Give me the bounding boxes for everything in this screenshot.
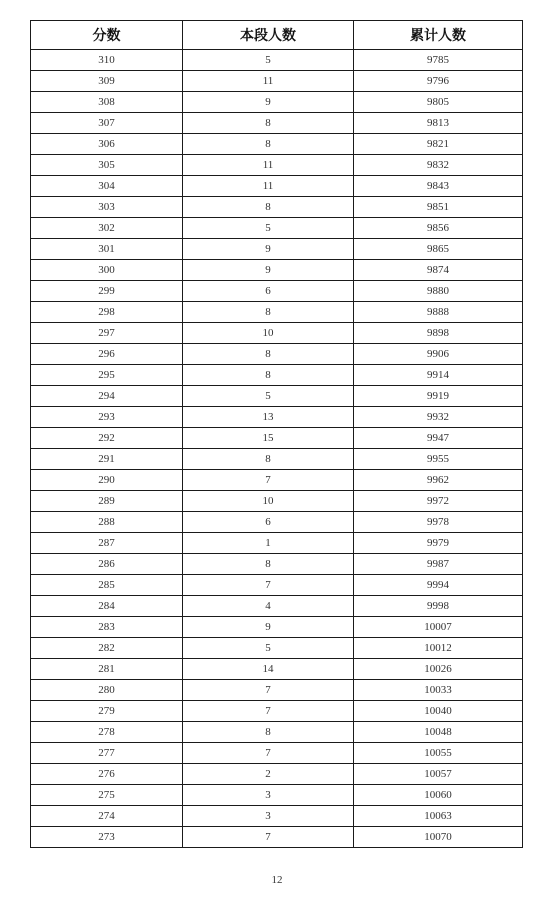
- cell-segment-count: 5: [183, 638, 354, 659]
- cell-score: 305: [31, 155, 183, 176]
- table-row: [31, 785, 523, 806]
- table-row: [31, 449, 523, 470]
- cell-cumulative-count: 10026: [354, 659, 523, 680]
- table-row: [31, 617, 523, 638]
- cell-score: 304: [31, 176, 183, 197]
- cell-score: 298: [31, 302, 183, 323]
- table-row: [31, 428, 523, 449]
- cell-score: 280: [31, 680, 183, 701]
- cell-segment-count: 1: [183, 533, 354, 554]
- cell-cumulative-count: 9843: [354, 176, 523, 197]
- cell-cumulative-count: 10060: [354, 785, 523, 806]
- table-row: [31, 491, 523, 512]
- cell-cumulative-count: 9805: [354, 92, 523, 113]
- cell-segment-count: 2: [183, 764, 354, 785]
- table-row: [31, 554, 523, 575]
- cell-score: 289: [31, 491, 183, 512]
- page-number: 12: [271, 874, 283, 886]
- cell-score: 308: [31, 92, 183, 113]
- cell-cumulative-count: 9955: [354, 449, 523, 470]
- cell-segment-count: 8: [183, 113, 354, 134]
- cell-score: 284: [31, 596, 183, 617]
- cell-score: 290: [31, 470, 183, 491]
- cell-cumulative-count: 10057: [354, 764, 523, 785]
- cell-score: 295: [31, 365, 183, 386]
- cell-score: 287: [31, 533, 183, 554]
- cell-cumulative-count: 9978: [354, 512, 523, 533]
- cell-segment-count: 5: [183, 50, 354, 71]
- cell-cumulative-count: 10012: [354, 638, 523, 659]
- header-segment-count: 本段人数: [183, 21, 354, 50]
- cell-segment-count: 8: [183, 365, 354, 386]
- cell-cumulative-count: 9914: [354, 365, 523, 386]
- table-row: [31, 596, 523, 617]
- table-row: [31, 806, 523, 827]
- cell-score: 297: [31, 323, 183, 344]
- cell-score: 309: [31, 71, 183, 92]
- cell-cumulative-count: 9813: [354, 113, 523, 134]
- cell-score: 273: [31, 827, 183, 848]
- cell-segment-count: 8: [183, 554, 354, 575]
- cell-cumulative-count: 10007: [354, 617, 523, 638]
- cell-segment-count: 3: [183, 785, 354, 806]
- table-row: [31, 50, 523, 71]
- table-row: [31, 827, 523, 848]
- cell-cumulative-count: 9821: [354, 134, 523, 155]
- cell-score: 303: [31, 197, 183, 218]
- table-row: [31, 134, 523, 155]
- table-row: [31, 512, 523, 533]
- table-header-row: [31, 21, 523, 50]
- cell-cumulative-count: 9856: [354, 218, 523, 239]
- table-row: [31, 260, 523, 281]
- cell-cumulative-count: 9919: [354, 386, 523, 407]
- cell-score: 276: [31, 764, 183, 785]
- cell-segment-count: 14: [183, 659, 354, 680]
- cell-score: 301: [31, 239, 183, 260]
- cell-segment-count: 7: [183, 470, 354, 491]
- cell-score: 291: [31, 449, 183, 470]
- cell-segment-count: 8: [183, 449, 354, 470]
- cell-score: 279: [31, 701, 183, 722]
- cell-cumulative-count: 9994: [354, 575, 523, 596]
- cell-cumulative-count: 9796: [354, 71, 523, 92]
- cell-segment-count: 10: [183, 491, 354, 512]
- cell-score: 283: [31, 617, 183, 638]
- cell-cumulative-count: 10063: [354, 806, 523, 827]
- cell-segment-count: 11: [183, 71, 354, 92]
- table-row: [31, 407, 523, 428]
- table-row: [31, 680, 523, 701]
- cell-segment-count: 10: [183, 323, 354, 344]
- cell-segment-count: 11: [183, 176, 354, 197]
- table-body: [31, 50, 523, 848]
- cell-segment-count: 7: [183, 827, 354, 848]
- cell-score: 281: [31, 659, 183, 680]
- cell-segment-count: 7: [183, 743, 354, 764]
- cell-segment-count: 13: [183, 407, 354, 428]
- table-row: [31, 659, 523, 680]
- cell-score: 293: [31, 407, 183, 428]
- header-score: 分数: [31, 21, 183, 50]
- cell-segment-count: 5: [183, 218, 354, 239]
- cell-cumulative-count: 9888: [354, 302, 523, 323]
- table-row: [31, 386, 523, 407]
- table-row: [31, 575, 523, 596]
- cell-score: 300: [31, 260, 183, 281]
- cell-cumulative-count: 10070: [354, 827, 523, 848]
- cell-segment-count: 8: [183, 302, 354, 323]
- cell-score: 274: [31, 806, 183, 827]
- cell-cumulative-count: 10033: [354, 680, 523, 701]
- table-row: [31, 638, 523, 659]
- cell-segment-count: 6: [183, 512, 354, 533]
- table-row: [31, 743, 523, 764]
- cell-score: 296: [31, 344, 183, 365]
- cell-segment-count: 9: [183, 239, 354, 260]
- table-row: [31, 281, 523, 302]
- table-row: [31, 323, 523, 344]
- cell-cumulative-count: 9987: [354, 554, 523, 575]
- cell-segment-count: 8: [183, 344, 354, 365]
- cell-score: 278: [31, 722, 183, 743]
- table-row: [31, 92, 523, 113]
- cell-cumulative-count: 9979: [354, 533, 523, 554]
- table-row: [31, 176, 523, 197]
- cell-cumulative-count: 9851: [354, 197, 523, 218]
- cell-cumulative-count: 10055: [354, 743, 523, 764]
- table-row: [31, 722, 523, 743]
- table-row: [31, 302, 523, 323]
- table-row: [31, 71, 523, 92]
- cell-segment-count: 15: [183, 428, 354, 449]
- cell-score: 277: [31, 743, 183, 764]
- cell-score: 285: [31, 575, 183, 596]
- cell-score: 306: [31, 134, 183, 155]
- cell-cumulative-count: 10040: [354, 701, 523, 722]
- cell-cumulative-count: 9947: [354, 428, 523, 449]
- cell-score: 310: [31, 50, 183, 71]
- cell-score: 307: [31, 113, 183, 134]
- table-row: [31, 344, 523, 365]
- table-row: [31, 533, 523, 554]
- cell-cumulative-count: 9880: [354, 281, 523, 302]
- cell-score: 292: [31, 428, 183, 449]
- cell-score: 275: [31, 785, 183, 806]
- table-row: [31, 218, 523, 239]
- cell-segment-count: 8: [183, 134, 354, 155]
- table-row: [31, 365, 523, 386]
- cell-score: 299: [31, 281, 183, 302]
- cell-segment-count: 5: [183, 386, 354, 407]
- table-row: [31, 197, 523, 218]
- cell-cumulative-count: 9972: [354, 491, 523, 512]
- cell-score: 286: [31, 554, 183, 575]
- cell-segment-count: 11: [183, 155, 354, 176]
- table-row: [31, 470, 523, 491]
- cell-score: 294: [31, 386, 183, 407]
- table-row: [31, 155, 523, 176]
- cell-cumulative-count: 9865: [354, 239, 523, 260]
- cell-cumulative-count: 9874: [354, 260, 523, 281]
- cell-segment-count: 3: [183, 806, 354, 827]
- cell-segment-count: 8: [183, 722, 354, 743]
- cell-cumulative-count: 9962: [354, 470, 523, 491]
- cell-segment-count: 7: [183, 680, 354, 701]
- cell-cumulative-count: 9832: [354, 155, 523, 176]
- cell-cumulative-count: 9998: [354, 596, 523, 617]
- cell-score: 282: [31, 638, 183, 659]
- cell-cumulative-count: 10048: [354, 722, 523, 743]
- cell-score: 288: [31, 512, 183, 533]
- cell-cumulative-count: 9898: [354, 323, 523, 344]
- score-distribution-table: [30, 20, 523, 848]
- cell-segment-count: 7: [183, 701, 354, 722]
- table-row: [31, 701, 523, 722]
- cell-segment-count: 4: [183, 596, 354, 617]
- table-row: [31, 764, 523, 785]
- cell-segment-count: 7: [183, 575, 354, 596]
- cell-cumulative-count: 9785: [354, 50, 523, 71]
- table-row: [31, 239, 523, 260]
- cell-segment-count: 9: [183, 260, 354, 281]
- header-cumulative-count: 累计人数: [354, 21, 523, 50]
- cell-cumulative-count: 9932: [354, 407, 523, 428]
- cell-segment-count: 6: [183, 281, 354, 302]
- cell-cumulative-count: 9906: [354, 344, 523, 365]
- table-row: [31, 113, 523, 134]
- cell-segment-count: 9: [183, 92, 354, 113]
- cell-score: 302: [31, 218, 183, 239]
- cell-segment-count: 8: [183, 197, 354, 218]
- cell-segment-count: 9: [183, 617, 354, 638]
